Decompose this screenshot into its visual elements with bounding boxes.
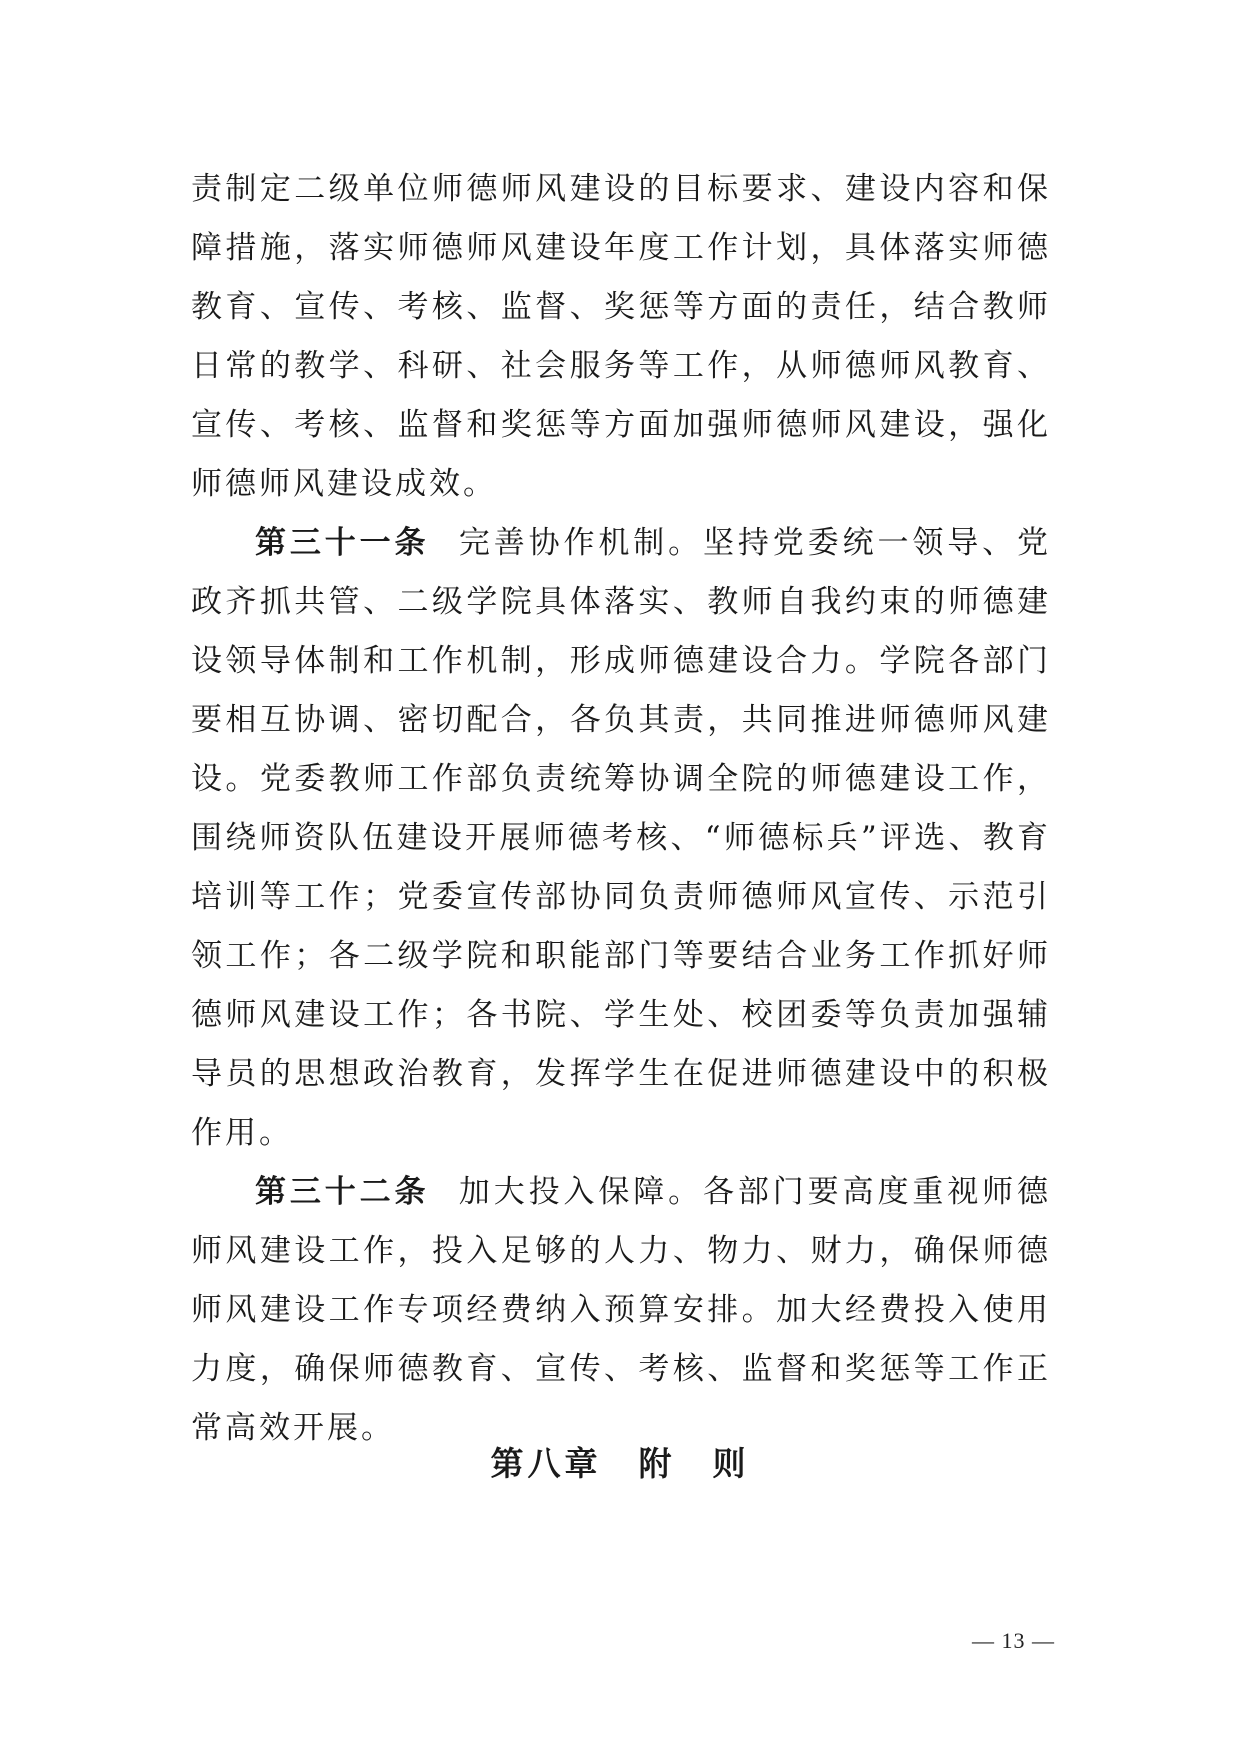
article-31-number: 第三十一条 (255, 525, 430, 561)
paragraph-text: 责制定二级单位师德师风建设的目标要求、建设内容和保障措施，落实师德师风建设年度工作计划，具体落实师德教育、宣传、考核、监督、奖惩等方面的责任，结合教师日常的教学、科研、社会服务等工作，从师德师风教育、宣传、考核、监督和奖惩等方面加强师德师风建设，强化师德师风建设成效。 (191, 171, 1051, 502)
paragraph-continued (191, 160, 1051, 514)
article-32-text: 加大投入保障。各部门要高度重视师德师风建设工作，投入足够的人力、物力、财力，确保师德师风建设工作专项经费纳入预算安排。加大经费投入使用力度，确保师德教育、宣传、考核、监督和奖惩等工作正常高效开展。 (191, 1174, 1052, 1446)
page-number: — 13 — (972, 1628, 1055, 1653)
article-32-number: 第三十二条 (255, 1174, 430, 1210)
document-body (191, 160, 1051, 1458)
article-32-paragraph (191, 1163, 1051, 1458)
article-31-text: 完善协作机制。坚持党委统一领导、党政齐抓共管、二级学院具体落实、教师自我约束的师德建设领导体制和工作机制，形成师德建设合力。学院各部门要相互协调、密切配合，各负其责，共同推进师德师风建设。党委教师工作部负责统筹协调全院的师德建设工作，围绕师资队伍建设开展师德考核、“师德标兵”评选、教育培训等工作；党委宣传部协同负责师德师风宣传、示范引领工作；各二级学院和职能部门等要结合业务工作抓好师德师风建设工作；各书院、学生处、校团委等负责加强辅导员的思想政治教育，发挥学生在促进师德建设中的积极作用。 (191, 525, 1052, 1151)
chapter-title: 第八章 附 则 (490, 1444, 750, 1483)
article-31-paragraph (191, 514, 1051, 1163)
